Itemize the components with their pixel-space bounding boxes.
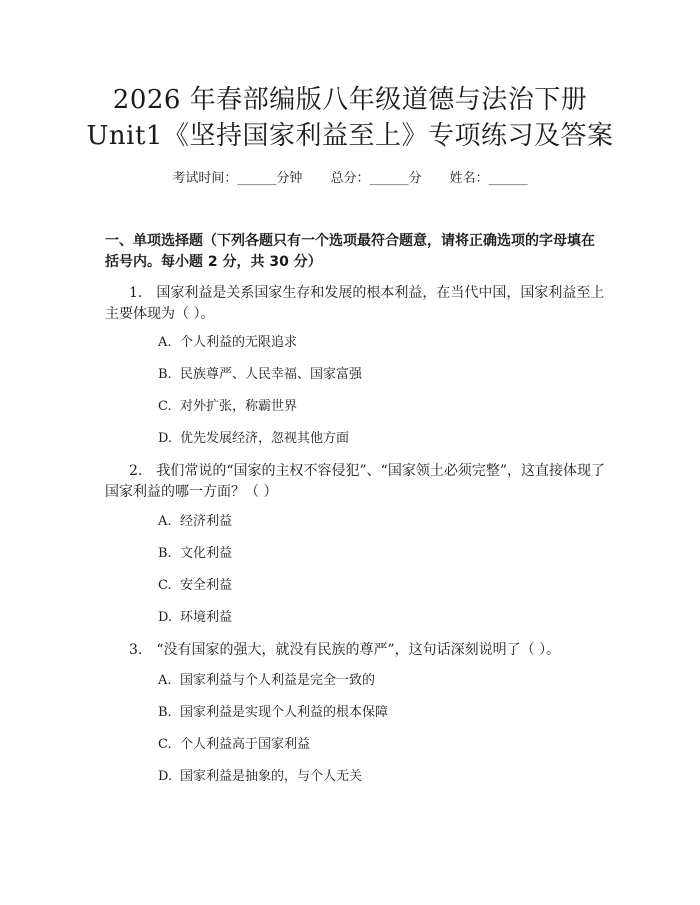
section-heading: 一、单项选择题（下列各题只有一个选项最符合题意，请将正确选项的字母填在括号内。每小题 2 分，共 30 分） xyxy=(105,233,595,270)
option-text: 经济利益 xyxy=(180,514,233,529)
option xyxy=(158,704,388,722)
option-letter: B. xyxy=(158,367,172,382)
document-title-line1: 2026 年春部编版八年级道德与法治下册 xyxy=(112,85,588,115)
question-text: “没有国家的强大，就没有民族的尊严”，这句话深刻说明了（ ）。 xyxy=(156,642,561,658)
option-letter: D. xyxy=(158,769,173,784)
option-text: 对外扩张，称霸世界 xyxy=(180,399,298,414)
option-letter: A. xyxy=(158,673,172,688)
option-text: 国家利益是抽象的，与个人无关 xyxy=(180,769,363,784)
question-number: 1. xyxy=(129,285,143,301)
option-letter: B. xyxy=(158,546,172,561)
option xyxy=(158,513,232,531)
exam-meta xyxy=(0,170,700,188)
option xyxy=(158,736,310,754)
document-title-line2: Unit1《坚持国家利益至上》专项练习及答案 xyxy=(86,121,614,151)
question-text: 国家利益是关系国家生存和发展的根本利益，在当代中国，国家利益至上主要体现为（ ）。 xyxy=(105,285,605,322)
option xyxy=(158,398,297,416)
option-text: 个人利益高于国家利益 xyxy=(180,737,311,752)
question-number: 2. xyxy=(129,463,143,479)
option-text: 优先发展经济，忽视其他方面 xyxy=(180,431,350,446)
option-text: 文化利益 xyxy=(180,546,233,561)
question-2 xyxy=(105,461,605,503)
question-3 xyxy=(105,640,605,661)
option xyxy=(158,577,232,595)
option-letter: B. xyxy=(158,705,172,720)
option-text: 安全利益 xyxy=(180,578,233,593)
option-text: 民族尊严、人民幸福、国家富强 xyxy=(180,367,363,382)
exam-name: 姓名：______ xyxy=(449,171,528,186)
option-letter: A. xyxy=(158,335,172,350)
option xyxy=(158,768,362,786)
option xyxy=(158,366,362,384)
option xyxy=(158,334,297,352)
question-1 xyxy=(105,283,605,325)
option xyxy=(158,672,375,690)
option xyxy=(158,609,232,627)
option xyxy=(158,545,232,563)
option-text: 国家利益是实现个人利益的根本保障 xyxy=(180,705,389,720)
option-text: 个人利益的无限追求 xyxy=(180,335,298,350)
exam-time: 考试时间：______分钟 xyxy=(172,171,303,186)
option-letter: C. xyxy=(158,578,172,593)
question-number: 3. xyxy=(129,642,143,658)
question-text: 我们常说的“国家的主权不容侵犯”、“国家领土必须完整”，这直接体现了国家利益的哪一方面？（ ） xyxy=(105,463,605,500)
option-text: 环境利益 xyxy=(180,610,233,625)
option-letter: D. xyxy=(158,610,173,625)
exam-score: 总分：______分 xyxy=(330,171,422,186)
option xyxy=(158,430,349,448)
option-text: 国家利益与个人利益是完全一致的 xyxy=(180,673,376,688)
option-letter: C. xyxy=(158,737,172,752)
option-letter: D. xyxy=(158,431,173,446)
option-letter: C. xyxy=(158,399,172,414)
option-letter: A. xyxy=(158,514,172,529)
